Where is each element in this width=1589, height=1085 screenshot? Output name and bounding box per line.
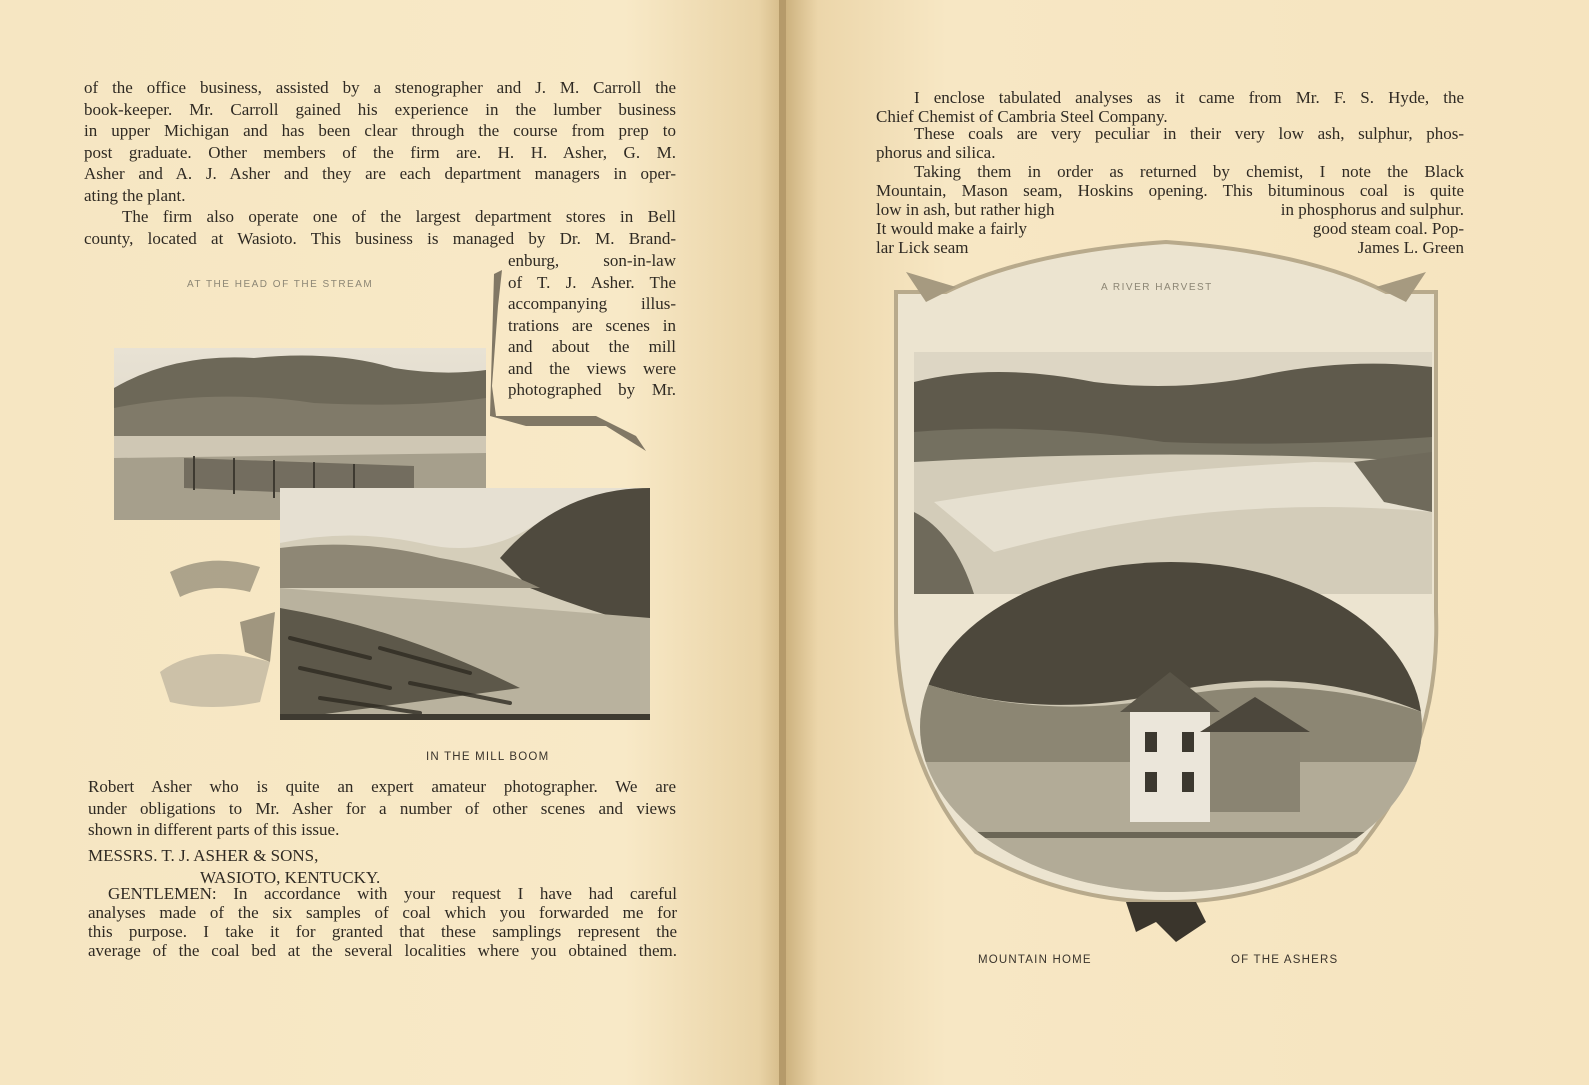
split-left-line: It would make a fairly (876, 219, 1028, 238)
photo-small-vignette (150, 552, 280, 712)
left-p1-line: ating the plant. (84, 185, 186, 205)
address-line-1: MESSRS. T. J. ASHER & SONS, (88, 846, 319, 865)
right-p3-line: Mountain, Mason seam, Hoskins opening. This bituminous coal is quite (876, 181, 1464, 200)
split-right-line: good steam coal. Pop- (1312, 219, 1464, 238)
right-p1-line: Chief Chemist of Cambria Steel Company. (876, 107, 1168, 126)
right-paragraph-3 (876, 162, 1464, 200)
side-column-line: and the views were (508, 358, 676, 378)
side-column-line: enburg, son-in-law (508, 251, 676, 270)
letter-line: this purpose. I take it for granted that these samplings represent the (88, 922, 677, 941)
caption-of-the-ashers: OF THE ASHERS (1231, 954, 1339, 966)
letter-line: average of the coal bed at the several localities where you obtained them. (88, 941, 677, 960)
left-p1-line: Asher and A. J. Asher and they are each department managers in oper- (84, 164, 676, 183)
caption-head-of-stream: AT THE HEAD OF THE STREAM (187, 279, 374, 290)
letter-line: GENTLEMEN: In accordance with your request I have had careful (108, 884, 677, 903)
right-p2-line: phorus and silica. (876, 143, 996, 162)
letter-body (88, 884, 677, 960)
left-p1-line: of the office business, assisted by a stenographer and J. M. Carroll the (84, 78, 676, 97)
address-line-2: WASIOTO, KENTUCKY. (200, 867, 381, 887)
left-p2-line: The firm also operate one of the largest department stores in Bell (122, 207, 676, 226)
photo-mill-boom (280, 488, 650, 720)
split-right-line: James L. Green (1357, 238, 1464, 257)
photo-mountain-home (920, 562, 1422, 892)
left-paragraph-2 (84, 206, 676, 249)
left-p3-line: under obligations to Mr. Asher for a number of other scenes and views (88, 798, 676, 818)
right-paragraph-1 (876, 88, 1464, 126)
left-p2-line: county, located at Wasioto. This business is managed by Dr. M. Brand- (84, 228, 676, 248)
split-left-line: low in ash, but rather high (876, 200, 1055, 219)
side-column-line: accompanying illus- (508, 294, 676, 313)
left-p1-line: book-keeper. Mr. Carroll gained his experience in the lumber business (84, 99, 676, 119)
side-column-line: photographed by Mr. (508, 380, 676, 399)
left-paragraph-3 (88, 776, 676, 841)
left-p1-line: in upper Michigan and has been clear through the course from prep to (84, 121, 676, 140)
side-column-line: and about the mill (508, 337, 676, 356)
letter-line: analyses made of the six samples of coal which you forwarded me for (88, 903, 677, 922)
torn-edge-ornament (486, 266, 656, 456)
split-right-line: in phosphorus and sulphur. (1280, 200, 1464, 219)
left-p3-line: shown in different parts of this issue. (88, 820, 340, 839)
left-p1-line: post graduate. Other members of the firm are. H. H. Asher, G. M. (84, 142, 676, 162)
letter-address (88, 845, 588, 888)
photo-river-harvest (914, 352, 1432, 594)
left-page (0, 0, 782, 1085)
caption-mountain-home: MOUNTAIN HOME (978, 954, 1092, 966)
left-p3-line: Robert Asher who is quite an expert amateur photographer. We are (88, 777, 676, 796)
side-column-line: trations are scenes in (508, 315, 676, 335)
split-left-line: lar Lick seam (876, 238, 969, 257)
caption-river-harvest: A RIVER HARVEST (1101, 282, 1213, 293)
side-column-line: of T. J. Asher. The (508, 272, 676, 292)
right-page (786, 0, 1589, 1085)
caption-mill-boom: IN THE MILL BOOM (426, 751, 550, 763)
right-p1-line: I enclose tabulated analyses as it came from Mr. F. S. Hyde, the (914, 88, 1464, 107)
right-p2-line: These coals are very peculiar in their very low ash, sulphur, phos- (914, 124, 1464, 143)
left-paragraph-1 (84, 77, 676, 206)
right-paragraph-2 (876, 124, 1464, 162)
right-p3-line: Taking them in order as returned by chemist, I note the Black (914, 162, 1464, 181)
